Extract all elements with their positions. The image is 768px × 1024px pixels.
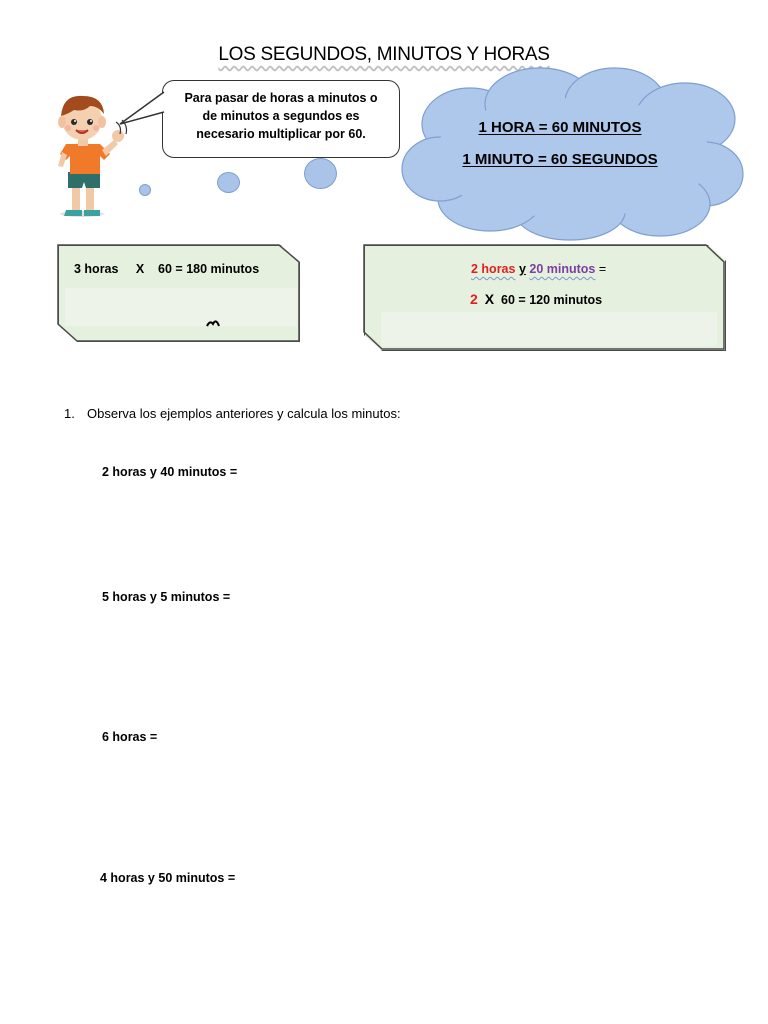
and-word: y	[518, 262, 526, 276]
cloud-line-1: 1 HORA = 60 MINUTOS	[478, 119, 642, 136]
multiplication-result: 60 = 120 minutos	[501, 293, 603, 307]
bubble-line-3: necesario multiplicar por 60.	[196, 127, 366, 141]
instruction-number: 1.	[64, 406, 75, 421]
question-2: 5 horas y 5 minutos =	[102, 590, 231, 604]
bubble-line-1: Para pasar de horas a minutos o	[184, 91, 378, 105]
bubble-line-2: de minutos a segundos es	[202, 109, 360, 123]
small-mark-icon	[206, 320, 220, 328]
speech-bubble	[162, 80, 400, 158]
hours-multiplier: 2	[470, 291, 478, 307]
instruction-text: Observa los ejemplos anteriores y calcula los minutos:	[87, 406, 401, 421]
page-title: LOS SEGUNDOS, MINUTOS Y HORAS	[218, 44, 550, 65]
cloud-line-2: 1 MINUTO = 60 SEGUNDOS	[462, 151, 658, 168]
question-4: 4 horas y 50 minutos =	[100, 871, 236, 885]
equals-sign: =	[595, 262, 607, 276]
thought-dot	[139, 184, 151, 196]
example-2-line-2	[470, 291, 602, 307]
bubble-tail	[118, 84, 168, 134]
minutes-value: 20 minutos	[529, 262, 596, 276]
example-2-line-1	[471, 262, 606, 276]
times-sign: X	[484, 291, 495, 307]
boy-cartoon-illustration	[48, 92, 128, 220]
question-1: 2 horas y 40 minutos =	[102, 465, 238, 479]
thought-dot	[304, 158, 337, 189]
example-1-text: 3 horas X 60 = 180 minutos	[74, 262, 260, 276]
question-3: 6 horas =	[102, 730, 158, 744]
hours-value: 2 horas	[471, 262, 516, 276]
thought-dot	[217, 172, 240, 193]
example-box-1-outline	[57, 244, 300, 342]
